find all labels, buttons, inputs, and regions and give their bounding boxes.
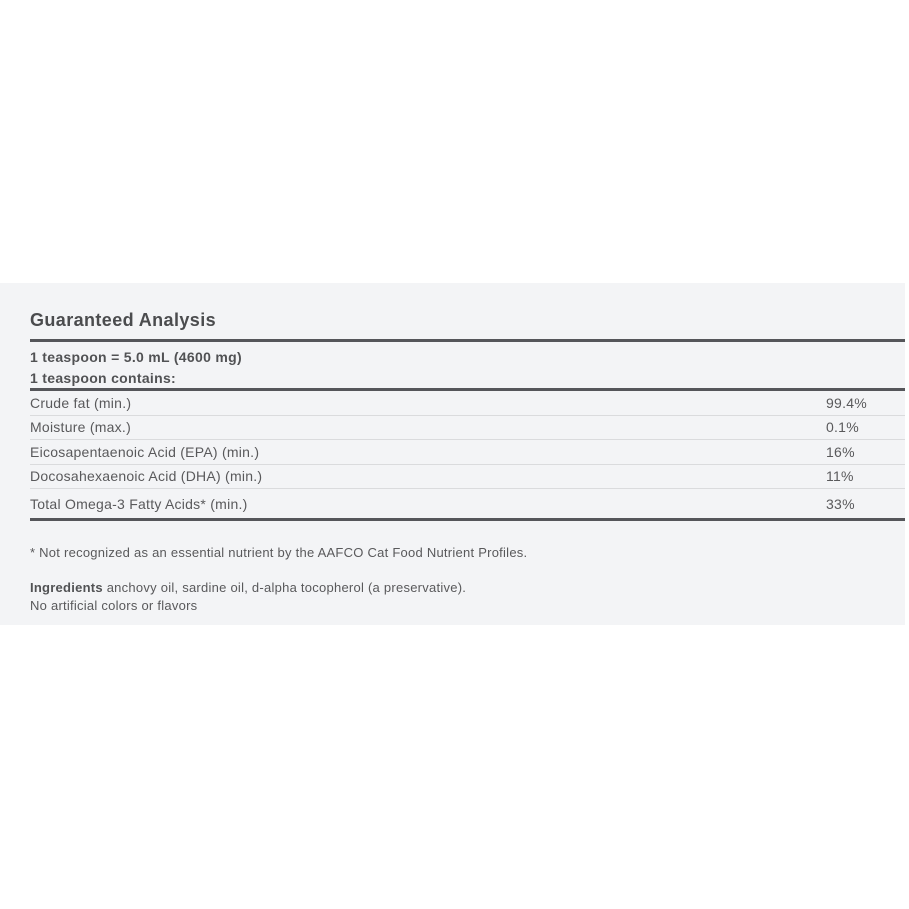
row-label: Crude fat (min.) bbox=[30, 394, 132, 411]
row-value: 99.4% bbox=[826, 394, 867, 411]
divider-table-bottom bbox=[30, 518, 905, 521]
no-artificial-line: No artificial colors or flavors bbox=[30, 597, 198, 613]
serving-info bbox=[30, 347, 905, 388]
analysis-table bbox=[30, 391, 905, 518]
serving-equivalence-line: 1 teaspoon = 5.0 mL (4600 mg) bbox=[30, 349, 242, 365]
row-value: 33% bbox=[826, 495, 855, 512]
row-value: 0.1% bbox=[826, 419, 859, 436]
table-row bbox=[30, 489, 905, 518]
row-value: 11% bbox=[826, 468, 854, 485]
row-label: Docosahexaenoic Acid (DHA) (min.) bbox=[30, 468, 263, 485]
guaranteed-analysis-panel bbox=[0, 283, 905, 625]
table-row bbox=[30, 465, 905, 490]
aafco-footnote: * Not recognized as an essential nutrient by the AAFCO Cat Food Nutrient Profiles. bbox=[30, 545, 528, 560]
ingredients-label: Ingredients bbox=[30, 580, 103, 595]
table-row bbox=[30, 440, 905, 465]
panel-title: Guaranteed Analysis bbox=[30, 310, 217, 330]
table-row bbox=[30, 416, 905, 441]
ingredients-line bbox=[30, 579, 905, 597]
row-label: Eicosapentaenoic Acid (EPA) (min.) bbox=[30, 443, 260, 460]
table-row bbox=[30, 391, 905, 416]
ingredients-section bbox=[30, 579, 905, 614]
row-label: Total Omega-3 Fatty Acids* (min.) bbox=[30, 495, 248, 512]
ingredients-text: anchovy oil, sardine oil, d-alpha tocopherol (a preservative). bbox=[102, 580, 467, 595]
serving-contains-line: 1 teaspoon contains: bbox=[30, 369, 177, 386]
row-value: 16% bbox=[826, 443, 855, 460]
divider-top bbox=[30, 339, 905, 342]
row-label: Moisture (max.) bbox=[30, 419, 131, 436]
